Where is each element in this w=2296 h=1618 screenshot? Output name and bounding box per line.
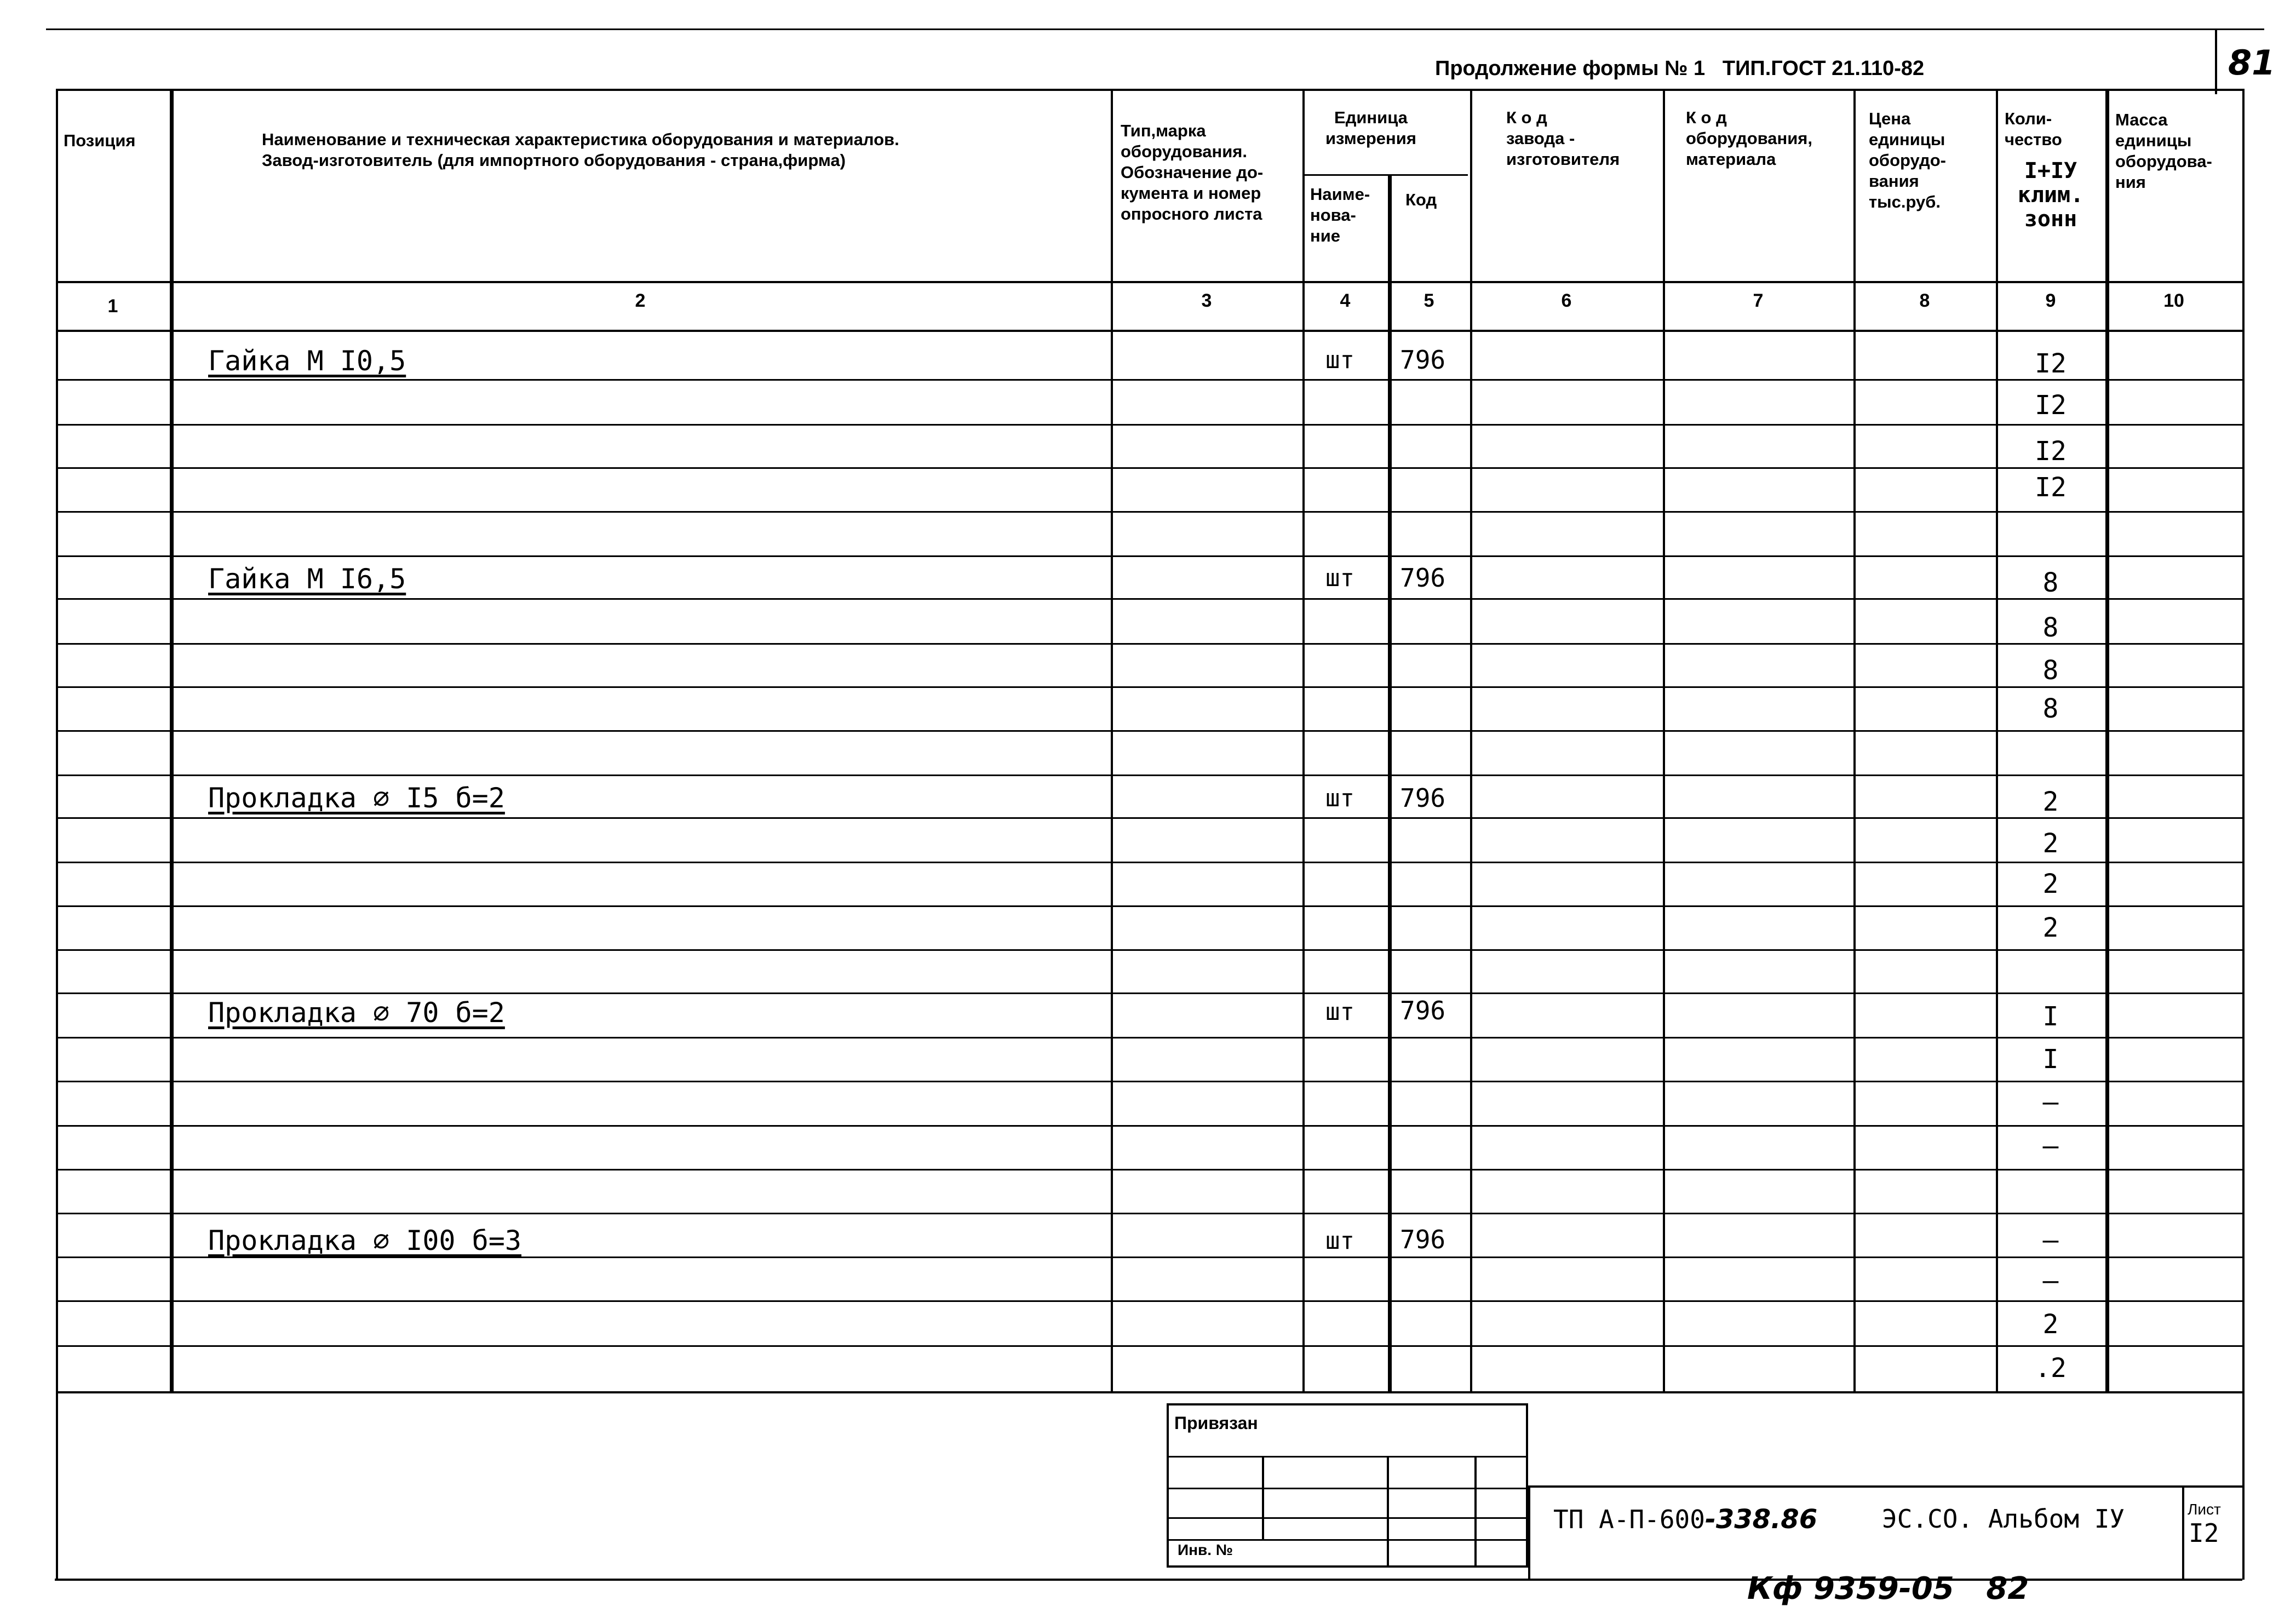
- col-sep-5: [1470, 89, 1472, 1392]
- item-qty: I2: [2035, 472, 2067, 503]
- page-number-top: 81: [2228, 43, 2276, 83]
- item-unit-code: 796: [1400, 1225, 1446, 1254]
- col-header-4: Наиме- нова- ние: [1310, 185, 1370, 245]
- item-qty: –: [2042, 1087, 2059, 1117]
- col-sep-8: [1996, 89, 1998, 1392]
- sheet-label: Лист: [2188, 1501, 2221, 1518]
- item-qty: I: [2042, 1001, 2059, 1032]
- col-num-5: 5: [1423, 290, 1434, 311]
- col-sep-7: [1853, 89, 1856, 1392]
- col-num-3: 3: [1201, 290, 1212, 311]
- item-unit: шт: [1325, 998, 1354, 1026]
- sheet-number: I2: [2189, 1518, 2219, 1548]
- col-num-9: 9: [2045, 290, 2056, 311]
- item-qty: I2: [2035, 348, 2067, 379]
- item-qty: .2: [2035, 1353, 2067, 1384]
- item-name: Гайка М I6,5: [208, 563, 406, 595]
- top-rule: [46, 28, 2264, 30]
- item-qty: –: [2042, 1265, 2059, 1296]
- col-num-8: 8: [1919, 290, 1930, 311]
- col-num-1: 1: [107, 296, 118, 317]
- col-num-4: 4: [1340, 290, 1351, 311]
- unit-group-header: Единица измерения: [1325, 108, 1416, 148]
- item-qty: 2: [2042, 787, 2059, 817]
- col-num-6: 6: [1561, 290, 1572, 311]
- item-qty: 8: [2042, 612, 2059, 643]
- item-qty: 2: [2042, 913, 2059, 943]
- item-unit: шт: [1325, 784, 1354, 812]
- col-sep-1: [170, 89, 174, 1392]
- item-qty: I: [2042, 1044, 2059, 1075]
- item-name: Прокладка ⌀ I00 б=3: [208, 1225, 521, 1256]
- document-code-print: ТП А-П-600: [1553, 1505, 1705, 1534]
- document-code: [1553, 1504, 1817, 1535]
- col-header-10: Масса единицы оборудова- ния: [2115, 110, 2212, 192]
- item-qty: –: [2042, 1225, 2059, 1255]
- col-num-2: 2: [635, 290, 646, 311]
- col-header-1: Позиция: [64, 131, 136, 150]
- col-sep-6: [1663, 89, 1665, 1392]
- col-sep-9: [2105, 89, 2109, 1392]
- col-header-2: Наименование и техническая характеристика оборудования и материалов. Завод-изготовитель (для импортного оборудования - страна,фирма): [262, 130, 899, 170]
- col-header-7: К о д оборудования, материала: [1686, 108, 1813, 169]
- header-bottom: [56, 281, 2242, 283]
- col-right: [2242, 89, 2245, 1580]
- col-header-8: Цена единицы оборудо- вания тыс.руб.: [1869, 109, 1946, 211]
- col-sep-4: [1388, 174, 1392, 1391]
- col-sep-3: [1302, 89, 1305, 1392]
- table-top: [56, 89, 2242, 91]
- item-unit: шт: [1325, 346, 1354, 374]
- col-sep-2: [1111, 89, 1113, 1392]
- item-name: Прокладка ⌀ I5 б=2: [208, 782, 505, 814]
- qty-subheader: I+IУ клим. зонн: [2017, 158, 2084, 232]
- rows-bottom: [56, 1391, 2242, 1393]
- item-unit: шт: [1325, 564, 1354, 592]
- item-unit: шт: [1325, 1227, 1354, 1255]
- inventory-number-label: Инв. №: [1178, 1541, 1233, 1558]
- col-header-3: Тип,марка оборудования. Обозначение до- кумента и номер опросного листа: [1121, 121, 1264, 223]
- archive-note: Кф 9359-05 82: [1747, 1571, 2029, 1606]
- album-label: ЭС.СО. Альбом IУ: [1882, 1504, 2125, 1534]
- form-header: Продолжение формы № 1 ТИП.ГОСТ 21.110-82: [1435, 57, 1925, 80]
- item-qty: 2: [2042, 1309, 2059, 1340]
- item-name: Гайка М I0,5: [208, 345, 406, 377]
- colnum-bottom: [56, 330, 2242, 332]
- item-unit-code: 796: [1400, 563, 1446, 593]
- document-code-handwritten: -338.86: [1704, 1504, 1818, 1535]
- col-header-9: Коли- чество: [2005, 109, 2062, 149]
- top-right-tick: [2215, 28, 2217, 94]
- col-header-5: Код: [1405, 190, 1437, 209]
- item-qty: –: [2042, 1131, 2059, 1161]
- item-qty: 8: [2042, 655, 2059, 686]
- col-num-10: 10: [2163, 290, 2184, 311]
- item-qty: I2: [2035, 390, 2067, 421]
- binding-label: Привязан: [1174, 1413, 1258, 1433]
- col-header-6: К о д завода - изготовителя: [1506, 108, 1620, 169]
- item-qty: I2: [2035, 436, 2067, 467]
- item-qty: 2: [2042, 828, 2059, 859]
- item-qty: 2: [2042, 869, 2059, 899]
- item-qty: 8: [2042, 693, 2059, 724]
- item-unit-code: 796: [1400, 345, 1446, 375]
- item-unit-code: 796: [1400, 783, 1446, 813]
- item-unit-code: 796: [1400, 996, 1446, 1025]
- item-name: Прокладка ⌀ 70 б=2: [208, 997, 505, 1029]
- item-qty: 8: [2042, 567, 2059, 598]
- col-num-7: 7: [1753, 290, 1764, 311]
- unit-group-divider: [1304, 174, 1468, 176]
